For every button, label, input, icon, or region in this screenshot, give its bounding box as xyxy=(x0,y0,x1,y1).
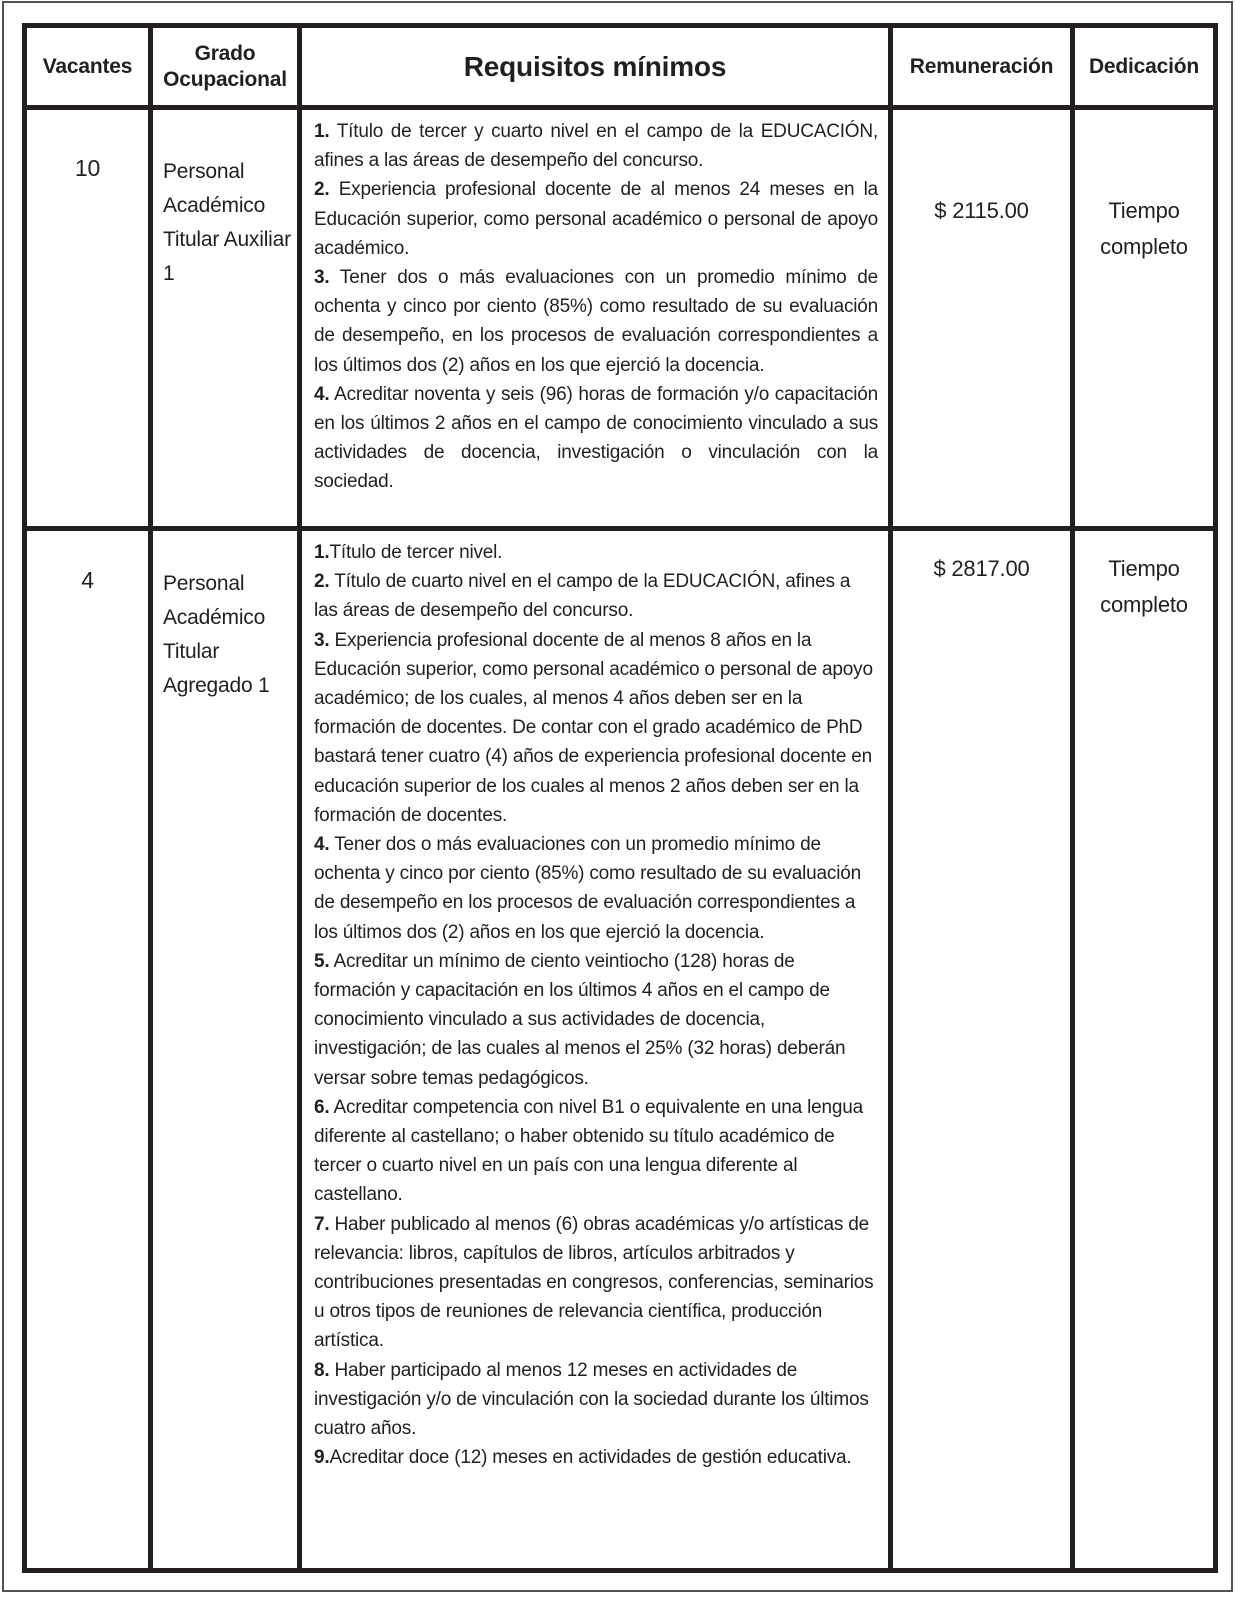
requirement-text: Acreditar noventa y seis (96) horas de formación y/o capacitación en los últimos 2 años en el campo de conocimiento vinculado a sus actividades de docencia, investigación o vinculación con la sociedad. xyxy=(314,383,878,493)
requirement-number: 3. xyxy=(314,267,330,289)
requirement-item xyxy=(314,175,878,263)
requirement-text: Experiencia profesional docente de al menos 8 años en la Educación superior, como personal académico o personal de apoyo académico; de los cuales, al menos 4 años deben ser en la formación de docentes. De contar con el grado académico de PhD bastará tener cuatro (4) años de experiencia profesional docente en educación superior de los cuales al menos 2 años deben ser en la formación de docentes. xyxy=(314,629,873,826)
requirement-number: 1. xyxy=(314,542,330,563)
remuneracion-cell: $ 2817.00 xyxy=(891,529,1073,1571)
requirement-item xyxy=(314,1443,878,1472)
requirement-text: Haber participado al menos 12 meses en actividades de investigación y/o de vinculación con la sociedad durante los últimos cuatro años. xyxy=(314,1359,869,1440)
requirement-item xyxy=(314,830,878,947)
grado-ocupacional-cell: Personal Académico Titular Auxiliar 1 xyxy=(151,108,300,529)
requirement-item xyxy=(314,947,878,1093)
header-remuneracion: Remuneración xyxy=(891,26,1073,108)
requirement-text: Haber publicado al menos (6) obras académicas y/o artísticas de relevancia: libros, capítulos de libros, artículos arbitrados y contribuciones presentadas en congresos, conferencias, seminarios u otros tipos de reuniones de relevancia científica, producción artística. xyxy=(314,1213,874,1352)
header-requisitos-minimos: Requisitos mínimos xyxy=(300,26,891,108)
header-grado-ocupacional: Grado Ocupacional xyxy=(151,26,300,108)
dedicacion-cell: Tiempo completo xyxy=(1073,108,1216,529)
requirement-text: Tener dos o más evaluaciones con un promedio mínimo de ochenta y cinco por ciento (85%) como resultado de su evaluación de desempeño, en los procesos de evaluación correspondientes a los últimos dos (2) años en los que ejerció la docencia. xyxy=(314,267,878,376)
grado-ocupacional-cell: Personal Académico Titular Agregado 1 xyxy=(151,529,300,1571)
table-row xyxy=(25,529,1216,1571)
vacancy-table xyxy=(22,23,1218,1573)
vacantes-cell: 4 xyxy=(25,529,151,1571)
header-row xyxy=(25,26,1216,108)
requirement-number: 9. xyxy=(314,1447,330,1469)
requirement-number: 3. xyxy=(314,629,330,651)
requisitos-cell xyxy=(300,108,891,529)
requirement-text: Tener dos o más evaluaciones con un promedio mínimo de ochenta y cinco por ciento (85%) como resultado de su evaluación de desempeño en los procesos de evaluación correspondientes a los últimos dos (2) años en los que ejerció la docencia. xyxy=(314,834,861,943)
requirement-number: 7. xyxy=(314,1213,330,1235)
table-body xyxy=(25,108,1216,1571)
header-vacantes: Vacantes xyxy=(25,26,151,108)
header-dedicacion: Dedicación xyxy=(1073,26,1216,108)
requirement-number: 5. xyxy=(314,950,330,972)
requirement-item xyxy=(314,117,878,175)
requirement-number: 4. xyxy=(314,834,330,856)
requirement-text: Acreditar un mínimo de ciento veintiocho (128) horas de formación y capacitación en los últimos 4 años en el campo de conocimiento vinculado a sus actividades de docencia, investigación; de las cuales al menos el 25% (32 horas) deberán versar sobre temas pedagógicos. xyxy=(314,950,846,1089)
requirement-item xyxy=(314,380,878,497)
requirement-text: Experiencia profesional docente de al menos 24 meses en la Educación superior, como personal académico o personal de apoyo académico. xyxy=(314,179,878,259)
requirement-number: 1. xyxy=(314,121,330,142)
requirement-text: Título de tercer nivel. xyxy=(329,542,503,563)
requisitos-cell xyxy=(300,529,891,1571)
requirement-number: 8. xyxy=(314,1359,330,1381)
requirement-number: 4. xyxy=(314,383,330,405)
table-row xyxy=(25,108,1216,529)
requirement-item xyxy=(314,567,878,625)
requirement-number: 6. xyxy=(314,1096,330,1118)
dedicacion-cell: Tiempo completo xyxy=(1073,529,1216,1571)
requirement-number: 2. xyxy=(314,179,330,201)
requirement-text: Título de tercer y cuarto nivel en el campo de la EDUCACIÓN, afines a las áreas de desempeño del concurso. xyxy=(314,121,878,172)
table-header xyxy=(25,26,1216,108)
vacantes-cell: 10 xyxy=(25,108,151,529)
requirement-text: Acreditar doce (12) meses en actividades de gestión educativa. xyxy=(329,1447,852,1469)
remuneracion-cell: $ 2115.00 xyxy=(891,108,1073,529)
requirement-item xyxy=(314,1356,878,1444)
requirement-number: 2. xyxy=(314,571,330,593)
requirement-item xyxy=(314,626,878,830)
requirement-item xyxy=(314,1093,878,1210)
requirement-item xyxy=(314,263,878,380)
requirement-text: Acreditar competencia con nivel B1 o equivalente en una lengua diferente al castellano; o haber obtenido su título académico de tercer o cuarto nivel en un país con una lengua diferente al castellano. xyxy=(314,1096,863,1206)
requirement-item xyxy=(314,1210,878,1356)
requirement-text: Título de cuarto nivel en el campo de la EDUCACIÓN, afines a las áreas de desempeño del concurso. xyxy=(314,571,851,622)
requirement-item xyxy=(314,538,878,567)
